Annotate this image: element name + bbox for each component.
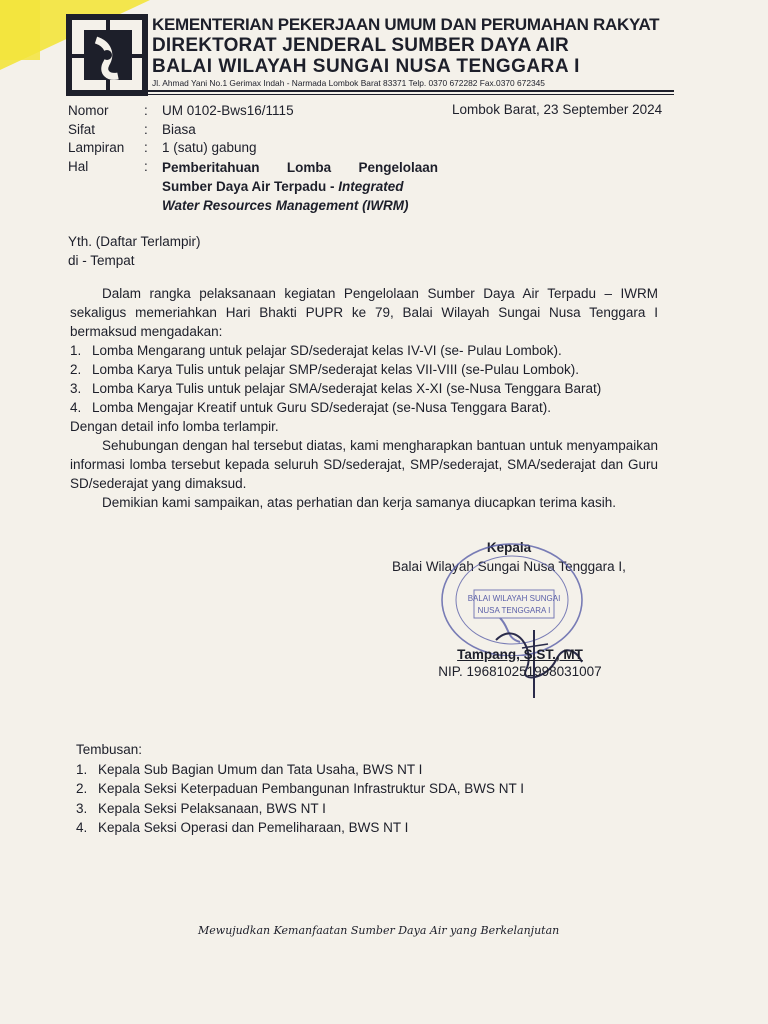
signatory-nip: NIP. 196810251998031007 <box>438 664 602 679</box>
list-number: 1. <box>70 343 82 358</box>
subject-text: Sumber Daya Air Terpadu - <box>162 178 339 194</box>
intro-paragraph: Dalam rangka pelaksanaan kegiatan Pengelolaan Sumber Daya Air Terpadu – IWRM sekaligus memeriahkan Hari Bhakti PUPR ke 79, Balai Wilayah Sungai Nusa Tenggara I bermaksud mengadakan: <box>70 286 658 339</box>
competition-list <box>70 341 658 417</box>
subject-line-2 <box>162 177 452 196</box>
list-text: Lomba Mengajar Kreatif untuk Guru SD/sederajat (se-Nusa Tenggara Barat). <box>92 400 551 415</box>
cc-heading: Tembusan: <box>76 742 143 757</box>
list-number: 2. <box>76 781 88 796</box>
signatory-name: Tampang, S.ST., MT <box>457 647 583 662</box>
list-item <box>70 341 658 360</box>
list-item <box>76 818 524 838</box>
header-divider <box>66 90 674 92</box>
colon: : <box>144 121 148 137</box>
signatory-office: Balai Wilayah Sungai Nusa Tenggara I, <box>392 559 626 574</box>
list-text: Kepala Seksi Operasi dan Pemeliharaan, BWS NT I <box>98 820 409 835</box>
list-number: 2. <box>70 362 82 377</box>
list-number: 4. <box>76 820 88 835</box>
list-number: 4. <box>70 400 82 415</box>
request-paragraph: Sehubungan dengan hal tersebut diatas, kami mengharapkan bantuan untuk menyampaikan informasi lomba tersebut kepada seluruh SD/sederajat, SMP/sederajat, SMA/sederajat dan Guru SD/sederajat yang dimaksud. <box>70 438 658 491</box>
subject-italic: Integrated <box>338 178 404 194</box>
colon: : <box>144 158 148 174</box>
nomor-value: UM 0102-Bws16/1115 <box>162 103 294 118</box>
office-address: Jl. Ahmad Yani No.1 Gerimax Indah - Narmada Lombok Barat 83371 Telp. 0370 672282 Fax.0370 672345 <box>152 78 545 88</box>
list-text: Kepala Seksi Keterpaduan Pembangunan Infrastruktur SDA, BWS NT I <box>98 781 524 796</box>
signatory <box>420 646 620 680</box>
sifat-label: Sifat <box>68 121 96 137</box>
colon: : <box>144 103 148 118</box>
pupr-logo-icon <box>66 14 148 96</box>
list-text: Kepala Sub Bagian Umum dan Tata Usaha, BWS NT I <box>98 761 423 777</box>
list-item <box>70 379 658 398</box>
ministry-name: KEMENTERIAN PEKERJAAN UMUM DAN PERUMAHAN RAKYAT <box>152 15 660 34</box>
meta-row-sifat <box>68 121 452 140</box>
list-item <box>70 398 658 417</box>
sifat-value: Biasa <box>162 121 196 137</box>
subject-word: Pemberitahuan <box>162 159 260 175</box>
list-item <box>76 779 524 799</box>
letter-date: Lombok Barat, 23 September 2024 <box>452 102 663 117</box>
stamp-text-2: NUSA TENGGARA I <box>477 606 551 615</box>
list-item <box>76 760 524 780</box>
meta-row-hal <box>68 158 452 215</box>
hal-label: Hal <box>68 158 89 174</box>
lampiran-label: Lampiran <box>68 140 125 155</box>
addressee-line-1: Yth. (Daftar Terlampir) <box>68 234 201 249</box>
cc-list <box>76 760 524 838</box>
meta-row-lampiran <box>68 139 452 158</box>
carbon-copy <box>76 740 524 838</box>
list-text: Lomba Karya Tulis untuk pelajar SMA/sederajat kelas X-XI (se-Nusa Tenggara Barat) <box>92 381 602 396</box>
list-item <box>76 799 524 819</box>
subject-line-3: Water Resources Management (IWRM) <box>162 197 409 213</box>
stamp-text-1: BALAI WILAYAH SUNGAI <box>467 594 561 603</box>
footer-motto: Mewujudkan Kemanfaatan Sumber Daya Air yang Berkelanjutan <box>198 924 560 937</box>
list-text: Kepala Seksi Pelaksanaan, BWS NT I <box>98 800 326 816</box>
closing-paragraph: Demikian kami sampaikan, atas perhatian dan kerja samanya diucapkan terima kasih. <box>102 495 617 510</box>
list-number: 3. <box>76 800 88 816</box>
meta-row-nomor <box>68 102 452 121</box>
colon: : <box>144 140 148 155</box>
subject-line-1 <box>162 158 438 177</box>
nomor-label: Nomor <box>68 103 109 118</box>
detail-line: Dengan detail info lomba terlampir. <box>70 419 279 434</box>
addressee <box>68 232 201 270</box>
letter-meta <box>68 102 452 215</box>
list-item <box>70 360 658 379</box>
header-divider-thin <box>66 94 674 95</box>
subject-word: Pengelolaan <box>358 159 438 175</box>
list-number: 1. <box>76 761 88 777</box>
letter-body <box>70 284 658 512</box>
signatory-position: Kepala <box>486 540 532 555</box>
letterhead <box>152 14 672 88</box>
subject-value <box>162 158 452 215</box>
list-number: 3. <box>70 381 82 396</box>
subject-word: Lomba <box>286 159 332 175</box>
lampiran-value: 1 (satu) gabung <box>162 140 257 155</box>
addressee-line-2: di - Tempat <box>68 253 135 268</box>
list-text: Lomba Mengarang untuk pelajar SD/sederajat kelas IV-VI (se- Pulau Lombok). <box>92 343 562 358</box>
list-text: Lomba Karya Tulis untuk pelajar SMP/sederajat kelas VII-VIII (se-Pulau Lombok). <box>92 362 579 377</box>
office-name: BALAI WILAYAH SUNGAI NUSA TENGGARA I <box>152 56 580 77</box>
directorate-name: DIREKTORAT JENDERAL SUMBER DAYA AIR <box>152 35 569 56</box>
